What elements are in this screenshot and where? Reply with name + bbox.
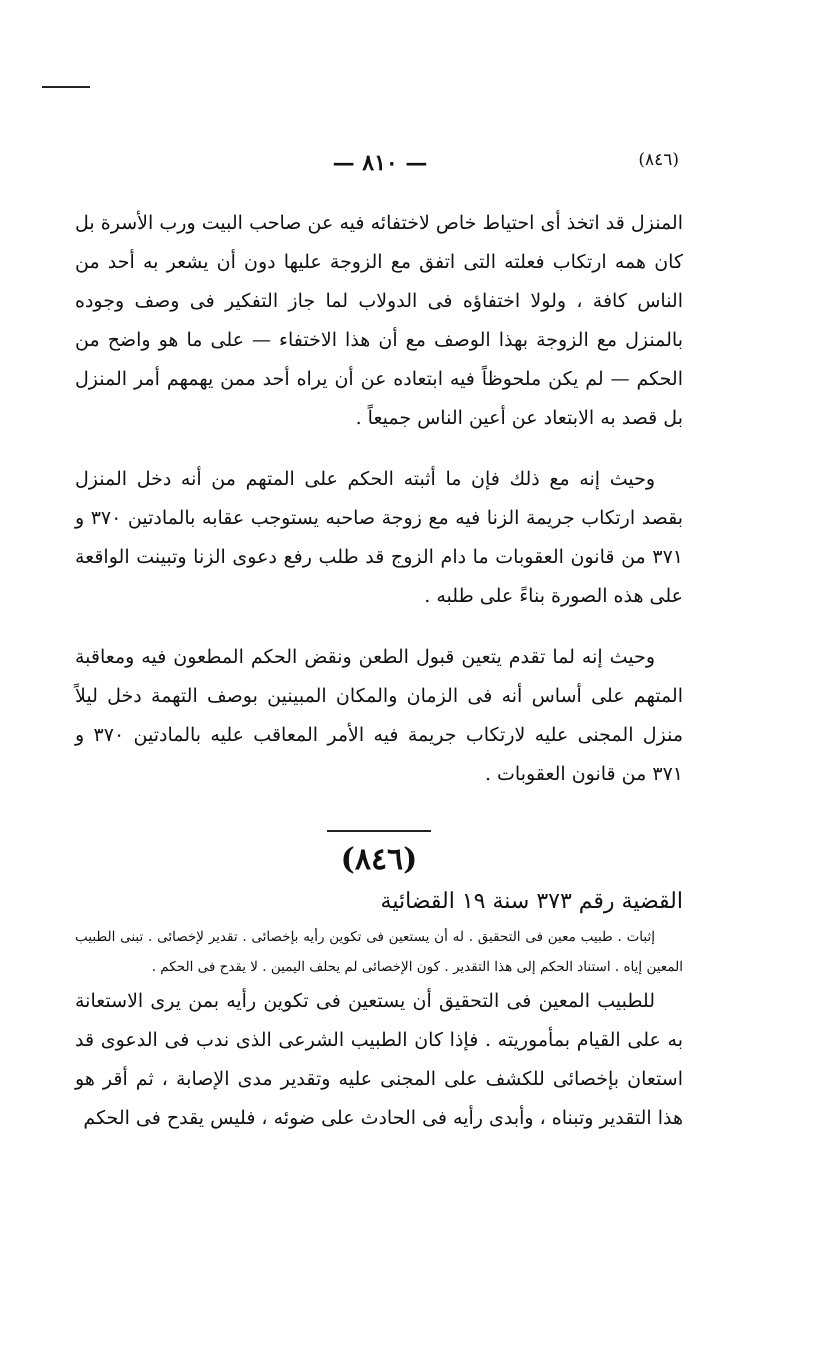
corner-rule (42, 86, 90, 88)
intro-paragraph: المنزل قد اتخذ أى احتياط خاص لاختفائه فيه عن صاحب البيت ورب الأسرة بل كان همه ارتكاب فعلته التى اتفق مع الزوجة عليها دون أن يشعر به أحد من الناس كافة ، ولولا اختفاؤه فى الدولاب لما جاز التفكير فى وصف وجوده بالمنزل مع الزوجة بهذا الوصف مع أن هذا الاختفاء — على ما هو واضح من الحكم — لم يكن ملحوظاً فيه ابتعاده عن أن يراه أحد ممن يهمهم أمر المنزل بل قصد به الابتعاد عن أعين الناس جميعاً . (75, 212, 683, 429)
page-content (75, 204, 683, 1138)
paragraph-2: وحيث إنه مع ذلك فإن ما أثبته الحكم على المتهم من أنه دخل المنزل بقصد ارتكاب جريمة الزنا فيه مع زوجة صاحبه يستوجب عقابه بالمادتين ٣٧٠ و ٣٧١ من قانون العقوبات ما دام الزوج قد طلب رفع دعوى الزنا وتبينت الواقعة على هذه الصورة بناءً على طلبه . (75, 468, 683, 607)
page-number: — ٨١٠ — (332, 150, 428, 176)
case-title: القضية رقم ٣٧٣ سنة ١٩ القضائية (380, 889, 683, 914)
paragraph-3: وحيث إنه لما تقدم يتعين قبول الطعن ونقض الحكم المطعون فيه ومعاقبة المتهم على أساس أنه فى الزمان والمكان المبينين بوصف التهمة دخل ليلاً منزل المجنى عليه لارتكاب جريمة فيه الأمر المعاقب عليه بالمادتين ٣٧٠ و ٣٧١ من قانون العقوبات . (75, 646, 684, 785)
case-summary: إثبات . طبيب معين فى التحقيق . له أن يستعين فى تكوين رأيه بإخصائى . تقدير لإخصائى . تبنى الطبيب المعين إياه . استناد الحكم إلى هذا التقدير . كون الإخصائى لم يحلف اليمين . لا يقدح فى الحكم . (75, 929, 683, 975)
case-body: للطبيب المعين فى التحقيق أن يستعين فى تكوين رأيه بمن يرى الاستعانة به على القيام بمأموريته . فإذا كان الطبيب الشرعى الذى ندب فى الدعوى قد استعان بإخصائى للكشف على المجنى عليه وتقدير مدى الإصابة ، ثم أقر هو هذا التقدير وتبناه ، وأبدى رأيه فى الحادث على ضوئه ، فليس يقدح فى الحكم (75, 990, 683, 1129)
section-divider (327, 830, 431, 832)
case-number: (٨٤٦) (340, 842, 418, 877)
case-reference: (٨٤٦) (638, 150, 679, 170)
page-header (0, 150, 827, 180)
